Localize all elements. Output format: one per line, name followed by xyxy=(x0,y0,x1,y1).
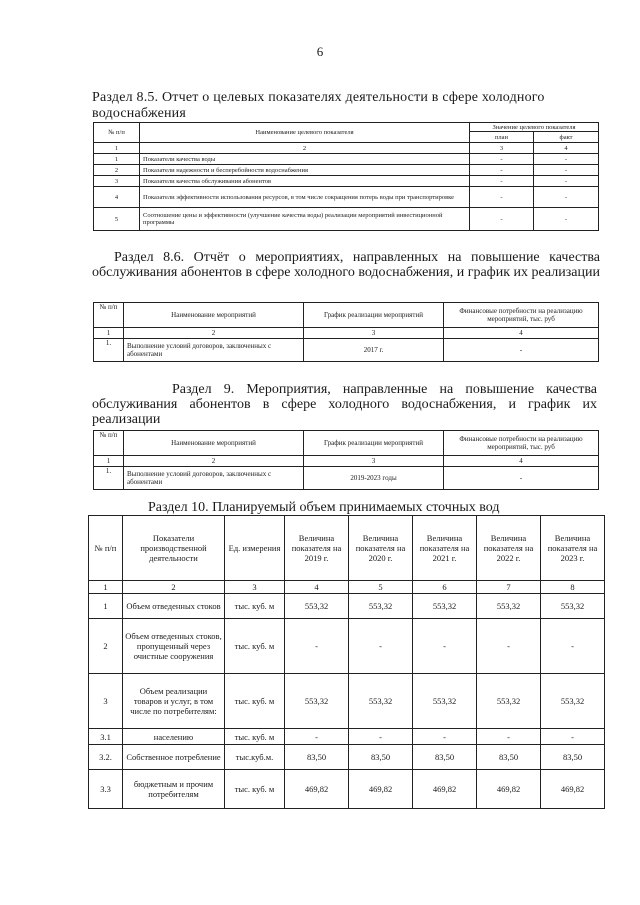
row-num: 3 xyxy=(94,176,140,187)
table-row xyxy=(94,187,599,208)
index-cell: 8 xyxy=(541,581,605,594)
index-cell: 4 xyxy=(444,456,599,467)
row-fact: - xyxy=(534,208,599,231)
t4-header-indicator: Показатели производственной деятельности xyxy=(123,516,225,581)
row-2022: 83,50 xyxy=(477,745,541,770)
t4-header-unit: Ед. измерения xyxy=(225,516,285,581)
row-fact: - xyxy=(534,176,599,187)
row-2020: 469,82 xyxy=(349,770,413,809)
index-cell: 3 xyxy=(470,143,534,154)
t4-header-2022: Величина показателя на 2022 г. xyxy=(477,516,541,581)
row-unit: тыс. куб. м xyxy=(225,674,285,729)
row-2019: - xyxy=(285,619,349,674)
row-num: 1 xyxy=(89,594,123,619)
table-row xyxy=(89,581,605,594)
t1-header-plan: план xyxy=(470,132,534,143)
index-cell: 2 xyxy=(140,143,470,154)
page-number: 6 xyxy=(316,44,324,59)
index-cell: 1 xyxy=(94,143,140,154)
row-schedule: 2017 г. xyxy=(304,339,444,362)
row-2020: 553,32 xyxy=(349,594,413,619)
t1-header-group: Значение целевого показателя xyxy=(470,123,599,132)
row-fact: - xyxy=(534,154,599,165)
table-row xyxy=(89,770,605,809)
index-cell: 4 xyxy=(444,328,599,339)
table-row xyxy=(89,619,605,674)
t4-header-2023: Величина показателя на 2023 г. xyxy=(541,516,605,581)
t3-header-num: № п/п xyxy=(94,431,124,456)
index-cell: 3 xyxy=(225,581,285,594)
t2-header-schedule: График реализации мероприятий xyxy=(304,303,444,328)
row-2020: 553,32 xyxy=(349,674,413,729)
row-2021: 83,50 xyxy=(413,745,477,770)
t2-header-num: № п/п xyxy=(94,303,124,328)
row-unit: тыс. куб. м xyxy=(225,770,285,809)
row-plan: - xyxy=(470,187,534,208)
row-2023: 83,50 xyxy=(541,745,605,770)
row-unit: тыс. куб. м xyxy=(225,729,285,745)
row-2021: - xyxy=(413,619,477,674)
row-2023: - xyxy=(541,619,605,674)
row-2023: 553,32 xyxy=(541,594,605,619)
table-row xyxy=(89,729,605,745)
section-8-5-table xyxy=(93,122,599,231)
t2-header-finance: Финансовые потребности на реализацию мероприятий, тыс. руб xyxy=(444,303,599,328)
row-2023: - xyxy=(541,729,605,745)
table-row xyxy=(94,154,599,165)
section-9-title: Раздел 9. Мероприятия, направленные на повышение качества обслуживания абонентов в сфере холодного водоснабжения, и график их реализации xyxy=(92,382,597,427)
row-num: 1. xyxy=(94,339,124,362)
row-finance: - xyxy=(444,339,599,362)
row-num: 1. xyxy=(94,467,124,490)
index-cell: 2 xyxy=(124,456,304,467)
index-cell: 3 xyxy=(304,456,444,467)
index-cell: 7 xyxy=(477,581,541,594)
t4-header-2021: Величина показателя на 2021 г. xyxy=(413,516,477,581)
row-indicator: Собственное потребление xyxy=(123,745,225,770)
row-2022: 553,32 xyxy=(477,674,541,729)
row-2021: 553,32 xyxy=(413,674,477,729)
table-row xyxy=(89,594,605,619)
row-schedule: 2019-2023 годы xyxy=(304,467,444,490)
row-num: 5 xyxy=(94,208,140,231)
row-2020: - xyxy=(349,619,413,674)
row-2022: - xyxy=(477,619,541,674)
t1-header-name: Наименование целевого показателя xyxy=(140,123,470,143)
t4-header-2020: Величина показателя на 2020 г. xyxy=(349,516,413,581)
row-2019: 553,32 xyxy=(285,594,349,619)
row-fact: - xyxy=(534,187,599,208)
row-2019: 469,82 xyxy=(285,770,349,809)
row-unit: тыс.куб.м. xyxy=(225,745,285,770)
row-name: Соотношение цены и эффективности (улучшение качества воды) реализации мероприятий инвестиционной программы xyxy=(140,208,470,231)
row-2020: 83,50 xyxy=(349,745,413,770)
table-row xyxy=(94,467,599,490)
table-row xyxy=(94,165,599,176)
table-row xyxy=(89,745,605,770)
index-cell: 2 xyxy=(124,328,304,339)
row-name: Выполнение условий договоров, заключенных с абонентами xyxy=(124,467,304,490)
row-unit: тыс. куб. м xyxy=(225,594,285,619)
table-row xyxy=(94,456,599,467)
row-num: 1 xyxy=(94,154,140,165)
row-num: 3 xyxy=(89,674,123,729)
section-8-6-table xyxy=(93,302,599,362)
row-2021: 553,32 xyxy=(413,594,477,619)
row-name: Показатели качества обслуживания абонентов xyxy=(140,176,470,187)
index-cell: 6 xyxy=(413,581,477,594)
row-2023: 469,82 xyxy=(541,770,605,809)
row-plan: - xyxy=(470,208,534,231)
row-2021: 469,82 xyxy=(413,770,477,809)
table-row xyxy=(89,674,605,729)
row-indicator: населению xyxy=(123,729,225,745)
row-plan: - xyxy=(470,176,534,187)
table-row xyxy=(94,328,599,339)
row-indicator: Объем отведенных стоков xyxy=(123,594,225,619)
row-unit: тыс. куб. м xyxy=(225,619,285,674)
row-name: Показатели качества воды xyxy=(140,154,470,165)
t3-header-schedule: График реализации мероприятий xyxy=(304,431,444,456)
row-name: Выполнение условий договоров, заключенных с абонентами xyxy=(124,339,304,362)
row-indicator: Объем отведенных стоков, пропущенный через очистные сооружения xyxy=(123,619,225,674)
row-fact: - xyxy=(534,165,599,176)
section-8-5-title: Раздел 8.5. Отчет о целевых показателях деятельности в сфере холодного водоснабжения xyxy=(92,90,545,121)
row-2020: - xyxy=(349,729,413,745)
index-cell: 4 xyxy=(285,581,349,594)
row-2019: - xyxy=(285,729,349,745)
table-row xyxy=(94,143,599,154)
t3-header-name: Наименование мероприятий xyxy=(124,431,304,456)
row-plan: - xyxy=(470,154,534,165)
row-2022: 469,82 xyxy=(477,770,541,809)
row-finance: - xyxy=(444,467,599,490)
row-2022: - xyxy=(477,729,541,745)
t2-header-name: Наименование мероприятий xyxy=(124,303,304,328)
index-cell: 1 xyxy=(94,328,124,339)
index-cell: 1 xyxy=(94,456,124,467)
index-cell: 4 xyxy=(534,143,599,154)
t4-header-num: № п/п xyxy=(89,516,123,581)
index-cell: 1 xyxy=(89,581,123,594)
row-2022: 553,32 xyxy=(477,594,541,619)
row-num: 4 xyxy=(94,187,140,208)
row-num: 2 xyxy=(89,619,123,674)
index-cell: 5 xyxy=(349,581,413,594)
row-2019: 553,32 xyxy=(285,674,349,729)
section-9-table xyxy=(93,430,599,490)
row-name: Показатели надежности и бесперебойности водоснабжения xyxy=(140,165,470,176)
row-name: Показатели эффективности использования ресурсов, в том числе сокращения потерь воды при транспортировке xyxy=(140,187,470,208)
row-indicator: Объем реализации товаров и услуг, в том числе по потребителям: xyxy=(123,674,225,729)
row-num: 3.1 xyxy=(89,729,123,745)
t1-header-fact: факт xyxy=(534,132,599,143)
table-row xyxy=(94,339,599,362)
index-cell: 3 xyxy=(304,328,444,339)
index-cell: 2 xyxy=(123,581,225,594)
table-row xyxy=(94,208,599,231)
section-10-table xyxy=(88,515,605,809)
section-8-6-title: Раздел 8.6. Отчёт о мероприятиях, направленных на повышение качества обслуживания абонентов в сфере холодного водоснабжения, и график их реализации xyxy=(92,250,600,280)
section-10-title: Раздел 10. Планируемый объем принимаемых сточных вод xyxy=(148,500,500,515)
row-2021: - xyxy=(413,729,477,745)
row-num: 3.3 xyxy=(89,770,123,809)
t4-header-2019: Величина показателя на 2019 г. xyxy=(285,516,349,581)
row-2019: 83,50 xyxy=(285,745,349,770)
row-num: 2 xyxy=(94,165,140,176)
t3-header-finance: Финансовые потребности на реализацию мероприятий, тыс. руб xyxy=(444,431,599,456)
row-plan: - xyxy=(470,165,534,176)
row-indicator: бюджетным и прочим потребителям xyxy=(123,770,225,809)
row-2023: 553,32 xyxy=(541,674,605,729)
t1-header-num: № п/п xyxy=(94,123,140,143)
row-num: 3.2. xyxy=(89,745,123,770)
table-row xyxy=(94,176,599,187)
